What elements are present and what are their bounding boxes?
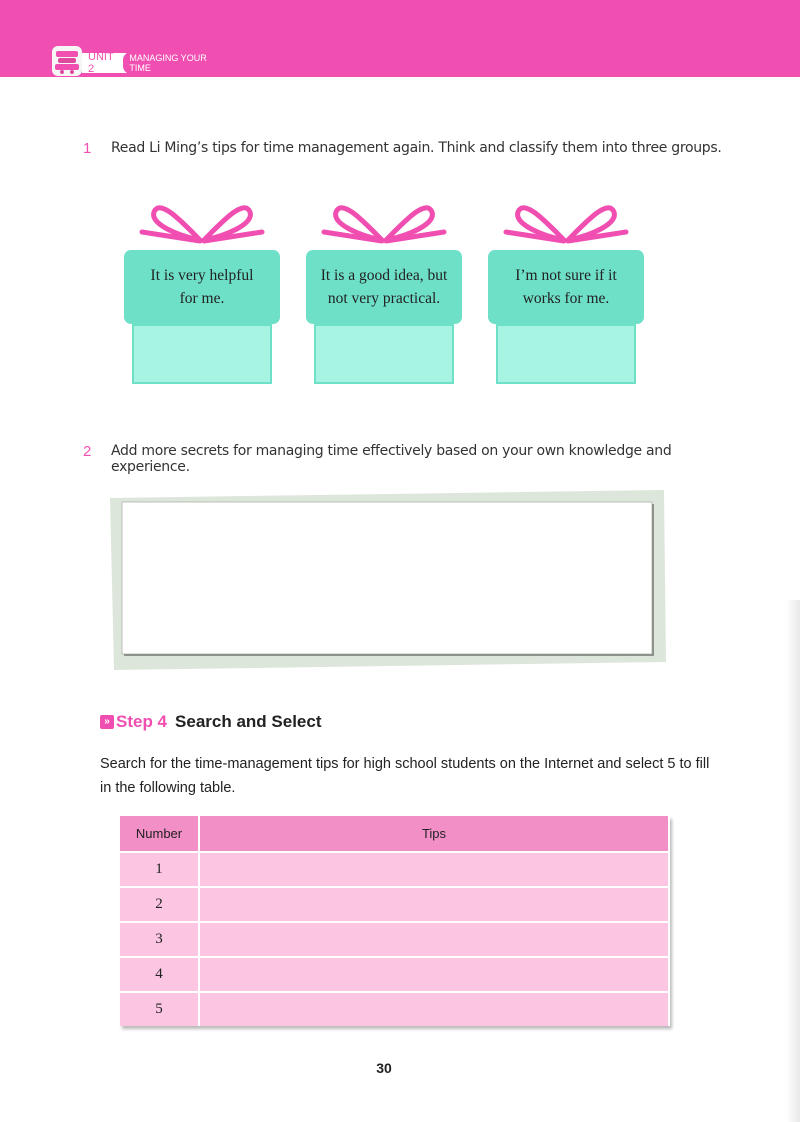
tips-table [120,816,670,1026]
gift-answer-box-3[interactable] [496,324,636,384]
gift-2-line-1: It is a good idea, but [320,267,448,284]
row-number: 4 [120,957,199,992]
row-number: 2 [120,887,199,922]
step-title: Search and Select [175,712,322,731]
question-1 [83,140,731,157]
step-4-instructions: Search for the time-management tips for high school students on the Internet and select 5 to fill in the following table. [100,756,710,796]
question-2-number: 2 [83,443,92,460]
row-number: 5 [120,992,199,1026]
ribbon-bow-icon [486,194,646,254]
gift-box-2 [304,194,464,394]
gift-lid-3 [488,250,644,324]
unit-tab [82,53,224,73]
step-label: Step 4 [116,712,168,731]
tip-cell[interactable] [199,852,669,887]
table-row [120,852,669,887]
unit-title: MANAGING YOUR TIME [123,52,224,74]
unit-logo-icon [52,46,82,76]
table-row [120,922,669,957]
gift-1-line-1: It is very helpful [150,267,254,284]
gift-3-line-2: works for me. [522,290,610,307]
question-1-text: Read Li Ming’s tips for time management again. Think and classify them into three groups. [111,140,722,156]
header-tips: Tips [199,816,669,852]
tip-cell[interactable] [199,992,669,1026]
unit-label: UNIT 2 [88,51,114,75]
question-1-number: 1 [83,140,92,157]
table-row [120,957,669,992]
row-number: 1 [120,852,199,887]
step-4-heading [100,712,322,732]
tip-cell[interactable] [199,922,669,957]
notes-writing-area[interactable] [110,490,666,670]
page-number: 30 [376,1060,392,1076]
table-row [120,887,669,922]
gift-1-line-2: for me. [179,290,225,307]
gift-2-line-2: not very practical. [327,290,441,307]
gift-box-1 [122,194,282,394]
row-number: 3 [120,922,199,957]
tip-cell[interactable] [199,887,669,922]
question-2 [83,443,751,475]
page-edge-shadow [786,600,800,1122]
gift-lid-2 [306,250,462,324]
gift-box-3 [486,194,646,394]
header-number: Number [120,816,199,852]
table-row [120,992,669,1026]
gift-answer-box-1[interactable] [132,324,272,384]
gift-answer-box-2[interactable] [314,324,454,384]
question-2-text: Add more secrets for managing time effectively based on your own knowledge and experience. [111,443,672,475]
tip-cell[interactable] [199,957,669,992]
gift-lid-1 [124,250,280,324]
ribbon-bow-icon [122,194,282,254]
gift-3-line-1: I’m not sure if it [515,267,617,284]
ribbon-bow-icon [304,194,464,254]
table-header-row [120,816,669,852]
double-chevron-icon: » [100,715,114,729]
